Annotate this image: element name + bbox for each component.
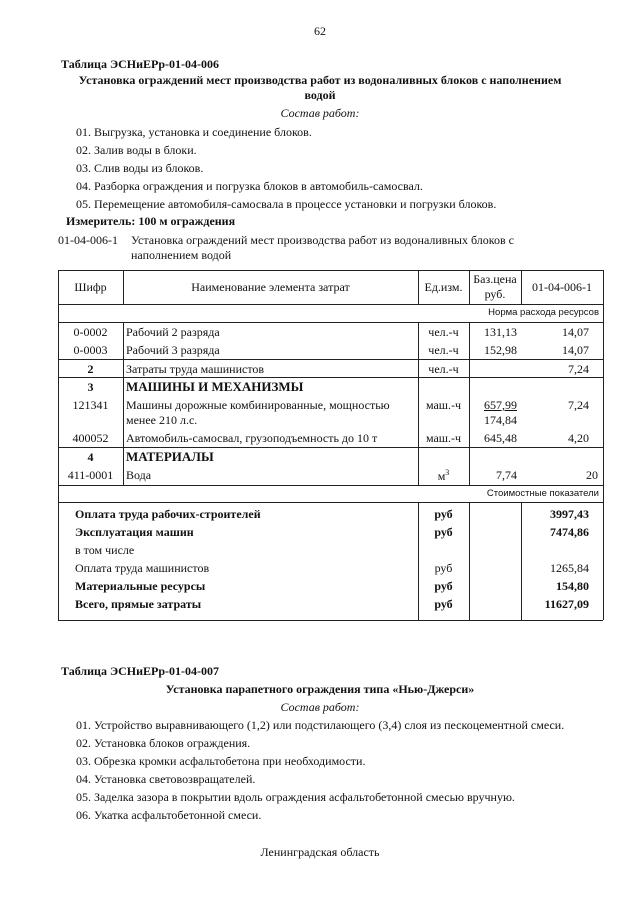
row-code: 411-0001 (67, 468, 114, 482)
table2-work-item: 02. Установка блоков ограждения. (76, 736, 251, 750)
table1-subtitle-line2: водой (304, 88, 336, 102)
row-value: 4,20 (568, 431, 589, 445)
row-code: 121341 (72, 398, 109, 412)
row-name: Рабочий 2 разряда (126, 325, 220, 339)
row-code: 400052 (72, 431, 109, 445)
table-row-divider (58, 620, 603, 621)
footer-region: Ленинградская область (260, 845, 380, 859)
unit-superscript: 3 (445, 468, 450, 477)
row-code: 0-0003 (73, 343, 108, 357)
total-label: Оплата труда рабочих-строителей (75, 507, 261, 521)
table2-subtitle: Установка парапетного ограждения типа «Нью-Джерси» (165, 682, 475, 696)
table-col-divider (469, 502, 470, 620)
total-label: Всего, прямые затраты (75, 597, 202, 611)
total-unit: руб (434, 597, 453, 611)
row-unit: маш.-ч (425, 398, 462, 412)
header-price-line1: Баз.цена (473, 272, 517, 286)
table1-subtitle-line1: Установка ограждений мест производства работ из водоналивных блоков с наполнением (78, 73, 562, 87)
table-border (603, 270, 604, 620)
total-unit: руб (434, 579, 453, 593)
table2-work-item: 06. Укатка асфальтобетонной смеси. (76, 808, 262, 822)
total-unit: руб (434, 561, 453, 575)
header-code: Шифр (74, 280, 107, 294)
table1-item-code: 01-04-006-1 (58, 233, 118, 247)
row-value: 20 (586, 468, 598, 482)
row-value: 7,24 (568, 362, 589, 376)
table-row-divider (58, 359, 603, 360)
total-unit: руб (434, 507, 453, 521)
row-code: 4 (87, 450, 94, 464)
section-label-cost: Стоимостные показатели (486, 488, 599, 499)
table1-item-desc-line1: Установка ограждений мест производства работ из водоналивных блоков с (131, 233, 514, 247)
table1-work-item: 02. Залив воды в блоки. (76, 143, 197, 157)
row-price: 657,99 (484, 398, 517, 412)
total-value: 7474,86 (550, 525, 589, 539)
section-label-norm: Норма расхода ресурсов (488, 307, 599, 318)
row-price: 7,74 (496, 468, 517, 482)
row-price: 152,98 (484, 343, 517, 357)
row-value: 14,07 (562, 325, 589, 339)
row-name: Вода (126, 468, 152, 482)
row-name: Затраты труда машинистов (126, 362, 265, 376)
row-price: 174,84 (484, 413, 517, 427)
table-row-divider (58, 485, 603, 486)
total-value: 1265,84 (550, 561, 589, 575)
table2-work-item: 01. Устройство выравнивающего (1,2) или подстилающего (3,4) слоя из пескоцементной смеси. (76, 718, 565, 732)
row-unit: чел.-ч (428, 343, 459, 357)
table1-works-heading: Состав работ: (280, 106, 360, 120)
table1-measure: Измеритель: 100 м ограждения (66, 214, 236, 228)
table1-work-item: 04. Разборка ограждения и погрузка блоков в автомобиль-самосвал. (76, 179, 423, 193)
table2-work-item: 05. Заделка зазора в покрытии вдоль ограждения асфальтобетонной смесью вручную. (76, 790, 515, 804)
table1-item-desc-line2: наполнением водой (131, 248, 232, 262)
table2-title: Таблица ЭСНиЕРр-01-04-007 (61, 664, 220, 678)
row-value: 14,07 (562, 343, 589, 357)
total-value: 11627,09 (544, 597, 589, 611)
table-row-divider (58, 502, 603, 503)
table1-work-item: 01. Выгрузка, установка и соединение блоков. (76, 125, 312, 139)
total-value: 3997,43 (550, 507, 589, 521)
row-unit (418, 468, 469, 484)
total-unit: руб (434, 525, 453, 539)
table2-work-item: 04. Установка световозвращателей. (76, 772, 256, 786)
row-code: 3 (87, 380, 94, 394)
table1-work-item: 05. Перемещение автомобиля-самосвала в процессе установки и погрузки блоков. (76, 197, 497, 211)
table-row-divider (58, 447, 603, 448)
table-row-divider (58, 304, 603, 305)
row-value: 7,24 (568, 398, 589, 412)
total-label: Оплата труда машинистов (75, 561, 210, 575)
table-row-divider (58, 377, 603, 378)
row-unit: чел.-ч (428, 325, 459, 339)
table-row-divider (58, 322, 603, 323)
table1-title: Таблица ЭСНиЕРр-01-04-006 (61, 57, 220, 71)
section-heading-machines: МАШИНЫ И МЕХАНИЗМЫ (126, 379, 304, 394)
row-code: 0-0002 (73, 325, 108, 339)
table1-work-item: 03. Слив воды из блоков. (76, 161, 204, 175)
row-unit: чел.-ч (428, 362, 459, 376)
total-label: Материальные ресурсы (75, 579, 206, 593)
header-norm: 01-04-006-1 (532, 280, 592, 294)
table-row-divider (58, 270, 603, 271)
row-code: 2 (87, 362, 94, 376)
unit-text: м (437, 469, 446, 483)
header-name: Наименование элемента затрат (191, 280, 350, 294)
section-heading-materials: МАТЕРИАЛЫ (126, 449, 214, 464)
page-number: 62 (314, 24, 326, 38)
row-name: Автомобиль-самосвал, грузоподъемность до 10 т (126, 431, 378, 445)
total-label: в том числе (75, 543, 135, 557)
total-label: Эксплуатация машин (75, 525, 194, 539)
row-name-line1: Машины дорожные комбинированные, мощностью (126, 398, 390, 412)
row-price: 645,48 (484, 431, 517, 445)
table2-work-item: 03. Обрезка кромки асфальтобетона при необходимости. (76, 754, 366, 768)
table2-works-heading: Состав работ: (280, 700, 360, 714)
header-unit: Ед.изм. (424, 280, 463, 294)
row-name: Рабочий 3 разряда (126, 343, 220, 357)
header-price-line2: руб. (484, 287, 506, 301)
row-price: 131,13 (484, 325, 517, 339)
row-unit: маш.-ч (425, 431, 462, 445)
table-col-divider (123, 322, 124, 485)
row-name-line2: менее 210 л.с. (126, 413, 198, 427)
total-value: 154,80 (556, 579, 589, 593)
